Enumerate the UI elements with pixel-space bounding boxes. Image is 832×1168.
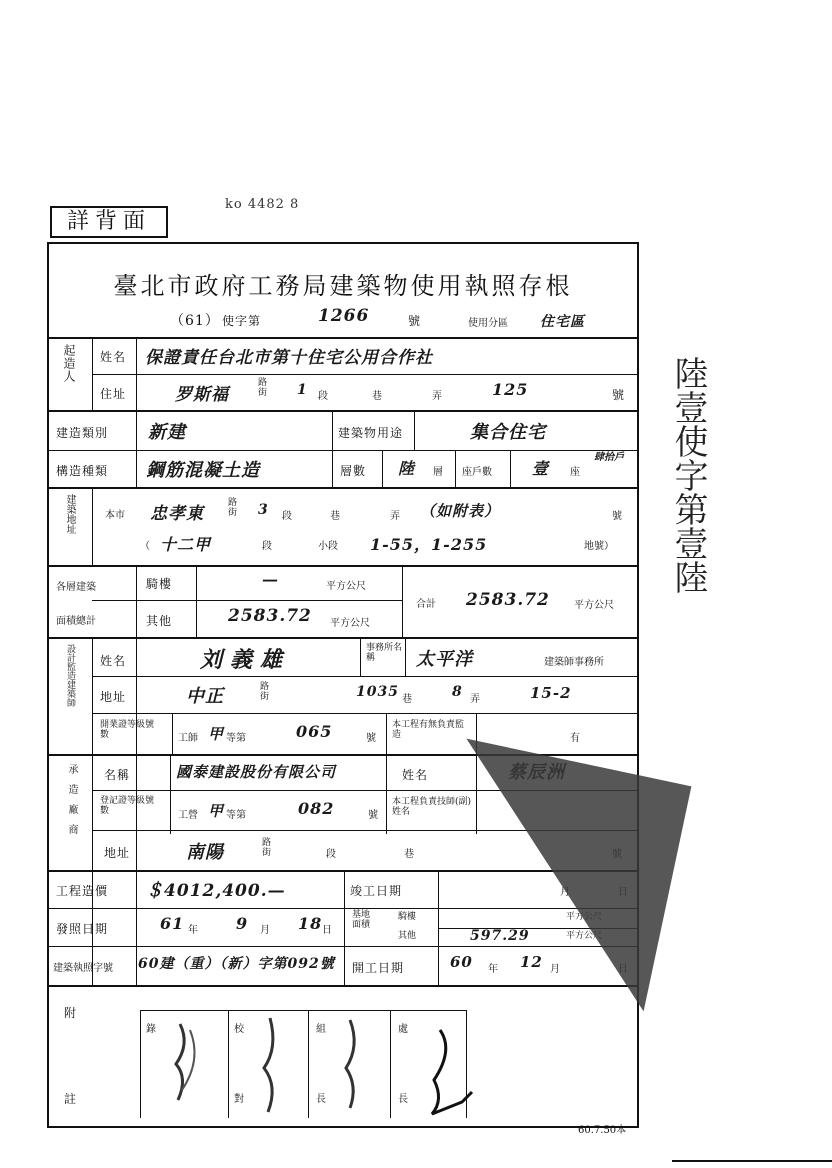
total-unit: 平方公尺 — [574, 600, 614, 611]
rule — [344, 870, 345, 986]
license-year: （61） — [170, 313, 220, 329]
rule — [510, 450, 511, 488]
floors-value: 陸 — [398, 459, 416, 478]
contractor-person-label: 姓名 — [402, 768, 429, 782]
reg-label: 登記證等級號數 — [100, 796, 155, 816]
floors-unit: 層 — [433, 467, 443, 478]
cert-suffix: 號 — [366, 733, 376, 744]
archive-stamp: ko 4482 8 — [225, 197, 300, 212]
other-unit: 平方公尺 — [330, 618, 370, 629]
site-area-other: 其他 — [398, 931, 417, 941]
architect-road-suffix: 路街 — [260, 682, 270, 702]
site-land-district: 十二甲 — [160, 535, 212, 554]
category-label: 建造類別 — [56, 426, 109, 440]
page-edge-line — [672, 1160, 832, 1162]
architect-alley: 8 — [452, 684, 463, 700]
contractor-road: 南陽 — [186, 842, 224, 863]
permit-label: 建築執照字號 — [53, 963, 113, 974]
page-shadow — [419, 739, 692, 1012]
rule — [386, 754, 387, 834]
rule — [92, 676, 637, 677]
site-land-no-label: 地號） — [584, 541, 614, 552]
stair-unit: 平方公尺 — [326, 581, 366, 592]
applicant-section-label: 起造人 — [62, 344, 76, 383]
completion-label: 竣工日期 — [350, 884, 403, 898]
site-alley: 弄 — [390, 511, 400, 522]
start-label: 開工日期 — [352, 961, 405, 975]
applicant-sec: 1 — [297, 382, 308, 398]
architect-section-label: 設計監造建築師 — [65, 644, 75, 707]
rule — [360, 637, 361, 677]
stair-value: — — [262, 570, 279, 589]
start-y: 年 — [488, 964, 498, 975]
start-m: 月 — [550, 964, 560, 975]
form-tag: 詳背面 — [50, 206, 168, 238]
floors-label: 層數 — [340, 464, 367, 478]
applicant-lane: 巷 — [372, 391, 382, 402]
license-suffix: 號 — [408, 314, 422, 328]
rule — [136, 339, 137, 411]
applicant-addr-label: 住址 — [100, 387, 127, 401]
start-year: 60 — [450, 953, 473, 971]
site-area-unit-2: 平方公尺 — [566, 931, 603, 941]
contractor-name: 國泰建設股份有限公司 — [176, 763, 337, 781]
form-title: 臺北市政府工務局建築物使用執照存根 — [113, 272, 573, 300]
site-road-suffix: 路街 — [228, 498, 238, 518]
issue-label: 發照日期 — [56, 922, 109, 936]
area-label-1: 各層建築 — [56, 582, 96, 593]
rule — [49, 565, 637, 567]
architect-road: 中正 — [186, 686, 224, 707]
rule — [382, 450, 383, 488]
units-label: 座戶數 — [462, 467, 492, 478]
applicant-road: 罗斯福 — [175, 385, 229, 405]
area-label-2: 面積總計 — [56, 616, 96, 627]
issue-day: 18 — [298, 914, 323, 933]
reg-suffix: 號 — [368, 810, 378, 821]
site-section-label: 建築地址 — [64, 494, 75, 534]
cert-no: 065 — [296, 722, 333, 741]
cost-value: ＄4012,400.— — [146, 881, 286, 901]
issue-year: 61 — [160, 914, 185, 933]
rule — [414, 410, 415, 450]
rule — [196, 565, 197, 638]
site-note: （如附表） — [420, 502, 501, 520]
reg-no: 082 — [298, 799, 335, 818]
rule — [386, 713, 387, 755]
sign-label-4: 組 — [316, 1024, 326, 1035]
sign-label-7: 長 — [398, 1094, 408, 1105]
issue-d: 日 — [322, 925, 332, 936]
site-no-label: 號 — [612, 511, 622, 522]
structure-label: 構造種類 — [56, 464, 109, 478]
stair-label: 騎樓 — [146, 577, 173, 591]
structure-value: 鋼筋混凝土造 — [146, 460, 260, 481]
permit-value: 60建（重）（新）字第092號 — [138, 956, 335, 972]
units-value: 壹 — [532, 459, 550, 478]
issue-m: 月 — [260, 925, 270, 936]
sign-label-2: 校 — [234, 1024, 244, 1035]
contractor-addr-label: 地址 — [104, 846, 131, 860]
rule — [49, 337, 637, 339]
site-city: 本市 — [105, 510, 125, 521]
units-seat: 座 — [570, 467, 580, 478]
reg-grade: 甲 — [208, 802, 225, 820]
resp-value: 有 — [570, 733, 580, 744]
category-value: 新建 — [148, 422, 186, 443]
rule — [402, 565, 403, 638]
cert-char: 等第 — [226, 733, 246, 744]
architect-alley-label: 弄 — [470, 694, 480, 705]
start-month: 12 — [520, 953, 543, 971]
reg-char: 等第 — [226, 810, 246, 821]
rule — [136, 410, 137, 488]
print-note: 60.7.50本 — [578, 1125, 627, 1136]
total-label: 合計 — [416, 599, 436, 610]
applicant-no: 125 — [492, 380, 529, 399]
rule — [92, 339, 93, 411]
rule — [332, 410, 333, 488]
site-area-other-value: 597.29 — [470, 928, 530, 944]
contractor-person: 蔡辰洲 — [508, 762, 565, 783]
architect-no: 15-2 — [530, 684, 572, 702]
site-land-nos: 1-55，1-255 — [370, 535, 488, 554]
architect-lane-label: 巷 — [402, 694, 412, 705]
sign-label-1: 錄 — [146, 1024, 156, 1035]
zone-value: 住宅區 — [540, 314, 585, 330]
sign-label-3: 對 — [234, 1094, 244, 1105]
reg-prefix: 工營 — [178, 810, 198, 821]
contractor-sec: 段 — [326, 849, 336, 860]
applicant-name-label: 姓名 — [100, 350, 127, 364]
rule — [136, 870, 137, 986]
site-area-stair: 騎樓 — [398, 912, 417, 922]
architect-name: 刘義雄 — [200, 647, 291, 673]
cost-label: 工程造價 — [56, 884, 109, 898]
license-number: 1266 — [318, 306, 370, 326]
applicant-alley: 弄 — [432, 391, 442, 402]
site-area-unit-1: 平方公尺 — [566, 912, 603, 922]
sign-label-6: 處 — [398, 1024, 408, 1035]
signature-marks — [140, 1010, 540, 1120]
contractor-name-label: 名稱 — [104, 768, 131, 782]
rule — [136, 637, 137, 871]
site-land-prefix: （ — [140, 541, 150, 552]
contractor-section-label: 承造廠商 — [66, 764, 77, 844]
cert-prefix: 工師 — [178, 733, 198, 744]
rule — [49, 637, 637, 639]
issue-y: 年 — [188, 925, 198, 936]
architect-name-label: 姓名 — [100, 654, 127, 668]
site-land-subsec: 小段 — [318, 541, 338, 552]
other-value: 2583.72 — [228, 606, 312, 626]
site-area-label: 基地面積 — [352, 910, 371, 930]
tech-label: 本工程負責技師(副)姓名 — [392, 797, 472, 817]
architect-lane-no: 1035 — [356, 684, 399, 700]
other-label: 其他 — [146, 614, 173, 628]
applicant-name: 保證責任台北市第十住宅公用合作社 — [145, 348, 433, 368]
cert-label: 開業證等級號數 — [100, 720, 155, 740]
office-suffix: 建築師事務所 — [544, 657, 604, 668]
office-label: 事務所名稱 — [366, 643, 403, 663]
side-stamp-text: 陸壹使字第壹陸 — [668, 356, 708, 594]
site-sec: 3 — [258, 502, 269, 518]
applicant-road-suffix: 路街 — [258, 378, 268, 398]
issue-month: 9 — [236, 914, 249, 933]
use-label: 建築物用途 — [338, 426, 404, 440]
site-road: 忠孝東 — [150, 504, 204, 524]
rule — [49, 410, 637, 412]
rule — [92, 374, 637, 375]
rule — [405, 637, 406, 677]
rule — [170, 754, 171, 834]
total-value: 2583.72 — [466, 590, 550, 610]
site-lane: 巷 — [330, 511, 340, 522]
resp-label: 本工程有無負責監造 — [392, 720, 465, 740]
contractor-lane: 巷 — [404, 849, 414, 860]
cert-grade: 甲 — [208, 725, 225, 743]
notes-label-bottom: 註 — [64, 1092, 78, 1106]
rule — [92, 487, 93, 567]
rule — [49, 487, 637, 489]
units-households: 肆拾戶 — [594, 452, 624, 463]
rule — [92, 713, 637, 714]
rule — [49, 450, 637, 451]
license-char: 使字第 — [222, 314, 262, 328]
rule — [172, 713, 173, 755]
contractor-no-label: 號 — [612, 849, 622, 860]
zone-label: 使用分區 — [468, 318, 508, 329]
start-d: 日 — [618, 964, 628, 975]
completion-month: 月 — [560, 887, 570, 898]
applicant-sec-label: 段 — [318, 391, 328, 402]
applicant-no-label: 號 — [612, 388, 626, 402]
contractor-road-suffix: 路街 — [262, 838, 272, 858]
office-value: 太平洋 — [416, 649, 473, 670]
sign-label-5: 長 — [316, 1094, 326, 1105]
architect-addr-label: 地址 — [100, 690, 127, 704]
rule — [455, 450, 456, 488]
site-sec-label: 段 — [282, 511, 292, 522]
rule — [136, 565, 137, 638]
completion-day: 日 — [618, 887, 628, 898]
rule — [92, 600, 402, 601]
site-land-sec-label: 段 — [262, 541, 272, 552]
use-value: 集合住宅 — [470, 422, 546, 443]
notes-label-top: 附 — [64, 1006, 78, 1020]
